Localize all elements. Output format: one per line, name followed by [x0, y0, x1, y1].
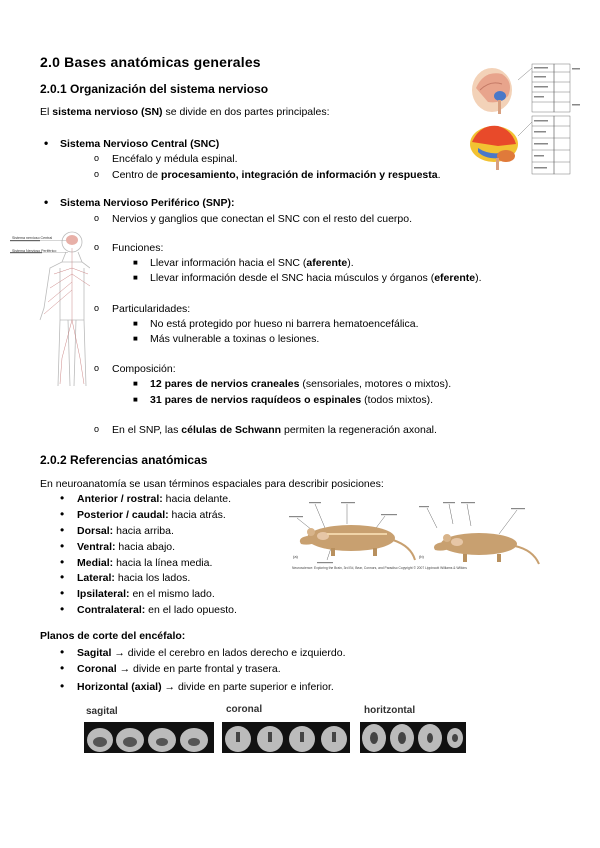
term-item: • Ventral: hacia abajo. — [77, 541, 175, 553]
funciones-item: ■ Llevar información desde el SNC hacia músculos y órganos (eferente). — [133, 272, 482, 284]
mri-sagital-strip — [84, 722, 214, 753]
snp-description: o Nervios y ganglios que conectan el SNC con el resto del cuerpo. — [94, 213, 412, 225]
snc-bullet: • Sistema Nervioso Central (SNC) — [60, 138, 219, 150]
term-item: • Contralateral: en el lado opuesto. — [77, 604, 237, 616]
term-item: • Lateral: hacia los lados. — [77, 572, 190, 584]
schwann-item: o En el SNP, las células de Schwann permiten la regeneración axonal. — [94, 424, 437, 436]
term-item: • Ipsilateral: en el mismo lado. — [77, 588, 215, 600]
planos-title: Planos de corte del encéfalo: — [40, 630, 186, 642]
composicion-item: ■ 12 pares de nervios craneales (sensoriales, motores o mixtos). — [133, 378, 452, 390]
body-fig-label: Sistema Nervioso Periférico — [12, 249, 57, 253]
body-fig-label: Sistema nervioso Central — [12, 236, 53, 240]
svg-text:(a): (a) — [293, 554, 298, 559]
intro-paragraph: El sistema nervioso (SN) se divide en dos partes principales: — [40, 106, 330, 118]
mri-horizontal-strip — [360, 722, 466, 753]
funciones-label: o Funciones: — [94, 242, 164, 254]
mri-label-horizontal: horitzontal — [364, 705, 416, 716]
particularidades-item: ■ Más vulnerable a toxinas o lesiones. — [133, 333, 320, 345]
composicion-item: ■ 31 pares de nervios raquídeos o espinales (todos mixtos). — [133, 394, 434, 406]
snc-item: o Encéfalo y médula espinal. — [94, 153, 238, 165]
term-item: • Posterior / caudal: hacia atrás. — [77, 509, 226, 521]
term-item: • Dorsal: hacia arriba. — [77, 525, 174, 537]
particularidades-item: ■ No está protegido por hueso ni barrera hematoencefálica. — [133, 318, 419, 330]
referencias-intro: En neuroanatomía se usan términos espaciales para describir posiciones: — [40, 478, 384, 490]
term-item: • Medial: hacia la línea media. — [77, 557, 212, 569]
mri-label-coronal: coronal — [226, 704, 263, 715]
plane-item: • Sagital → divide el cerebro en lados derecho e izquierdo. — [77, 647, 346, 659]
plane-item: • Coronal → divide en parte frontal y trasera. — [77, 663, 281, 675]
particularidades-label: o Particularidades: — [94, 303, 191, 315]
term-item: • Anterior / rostral: hacia delante. — [77, 493, 231, 505]
page-title: 2.0 Bases anatómicas generales — [40, 54, 261, 70]
mri-coronal-strip — [222, 722, 350, 753]
plane-item: • Horizontal (axial) → divide en parte superior e inferior. — [77, 681, 334, 693]
brain-figure — [462, 60, 584, 178]
snc-item: o Centro de procesamiento, integración de información y respuesta. — [94, 169, 441, 181]
funciones-item: ■ Llevar información hacia el SNC (aferente). — [133, 257, 354, 269]
snp-bullet: • Sistema Nervioso Periférico (SNP): — [60, 197, 234, 209]
rat-anatomy-figure — [287, 500, 557, 572]
composicion-label: o Composición: — [94, 363, 176, 375]
rat-figure-caption: Neuroscience: Exploring the Brain, 3rd Ed, Bear, Connors, and Paradiso Copyright © 2007 Lippincott Williams & Wilkins — [292, 566, 467, 570]
mri-label-sagital: sagital — [86, 706, 118, 717]
section-title-referencias: 2.0.2 Referencias anatómicas — [40, 453, 208, 467]
svg-text:(b): (b) — [419, 554, 424, 559]
section-title-organizacion: 2.0.1 Organización del sistema nervioso — [40, 82, 269, 96]
